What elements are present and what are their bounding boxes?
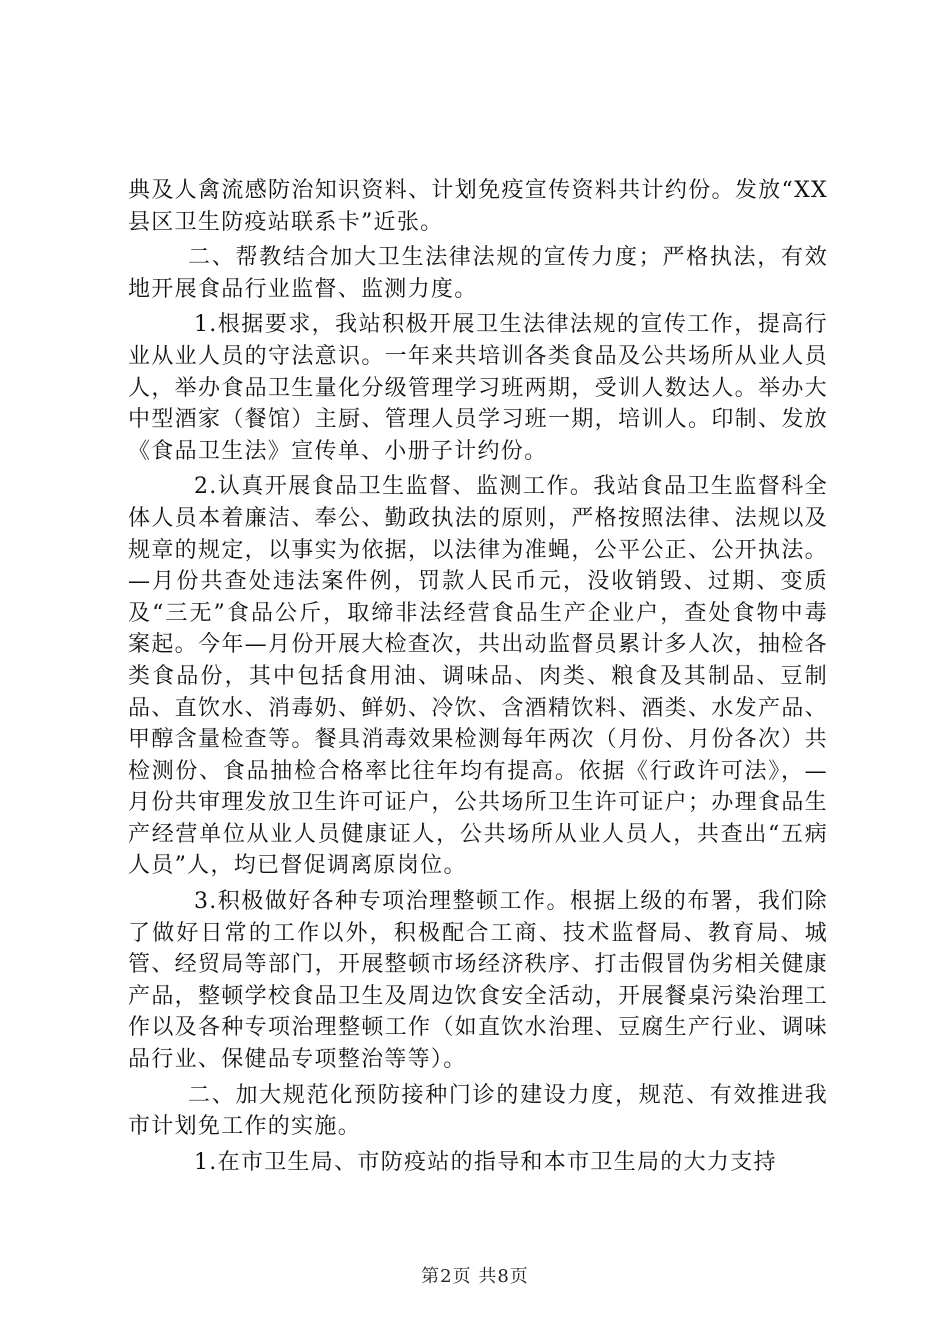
page-number-footer: 第2页 共8页 — [421, 1266, 529, 1287]
paragraph-item-2: 2.认真开展食品卫生监督、监测工作。我站食品卫生监督科全体人员本着廉洁、奉公、勤政执法的原则，严格按照法律、法规以及规章的规定，以事实为依据，以法律为准蝇，公平公正、公开执法。—月份共查处违法案件例，罚款人民币元，没收销毁、过期、变质及“三无”食品公斤，取缔非法经营食品生产企业户，查处食物中毒案起。今年—月份开展大检查次，共出动监督员累计多人次，抽检各类食品份，其中包括食用油、调味品、肉类、粮食及其制品、豆制品、直饮水、消毒奶、鲜奶、冷饮、含酒精饮料、酒类、水发产品、甲醇含量检查等。餐具消毒效果检测每年两次（月份、月份各次）共检测份、食品抽检合格率比往年均有提高。依据《行政许可法》，—月份共审理发放卫生许可证户，公共场所卫生许可证户；办理食品生产经营单位从业人员健康证人，公共场所从业人员人，共查出“五病人员”人，均已督促调离原岗位。 — [128, 474, 828, 879]
paragraph-item-3: 3.积极做好各种专项治理整顿工作。根据上级的布署，我们除了做好日常的工作以外，积极配合工商、技术监督局、教育局、城管、经贸局等部门，开展整顿市场经济秩序、打击假冒伪劣相关健康产品，整顿学校食品卫生及周边饮食安全活动，开展餐桌污染治理工作以及各种专项治理整顿工作（如直饮水治理、豆腐生产行业、调味品行业、保健品专项整治等等）。 — [128, 889, 828, 1073]
document-body — [128, 175, 828, 1182]
paragraph-continuation: 典及人禽流感防治知识资料、计划免疫宣传资料共计约份。发放“XX县区卫生防疫站联系卡”近张。 — [128, 178, 828, 235]
paragraph-section-heading: 二、帮教结合加大卫生法律法规的宣传力度；严格执法，有效地开展食品行业监督、监测力度。 — [128, 245, 828, 302]
paragraph-section-heading-2: 二、加大规范化预防接种门诊的建设力度，规范、有效推进我市计划免工作的实施。 — [128, 1082, 828, 1140]
paragraph-item-next: 1.在市卫生局、市防疫站的指导和本市卫生局的大力支持 — [194, 1149, 777, 1175]
paragraph-item-1: 1.根据要求，我站积极开展卫生法律法规的宣传工作，提高行业从业人员的守法意识。一年来共培训各类食品及公共场所从业人员人，举办食品卫生量化分级管理学习班两期，受训人数达人。举办大中型酒家（餐馆）主厨、管理人员学习班一期，培训人。印制、发放《食品卫生法》宣传单、小册子计约份。 — [128, 312, 828, 464]
